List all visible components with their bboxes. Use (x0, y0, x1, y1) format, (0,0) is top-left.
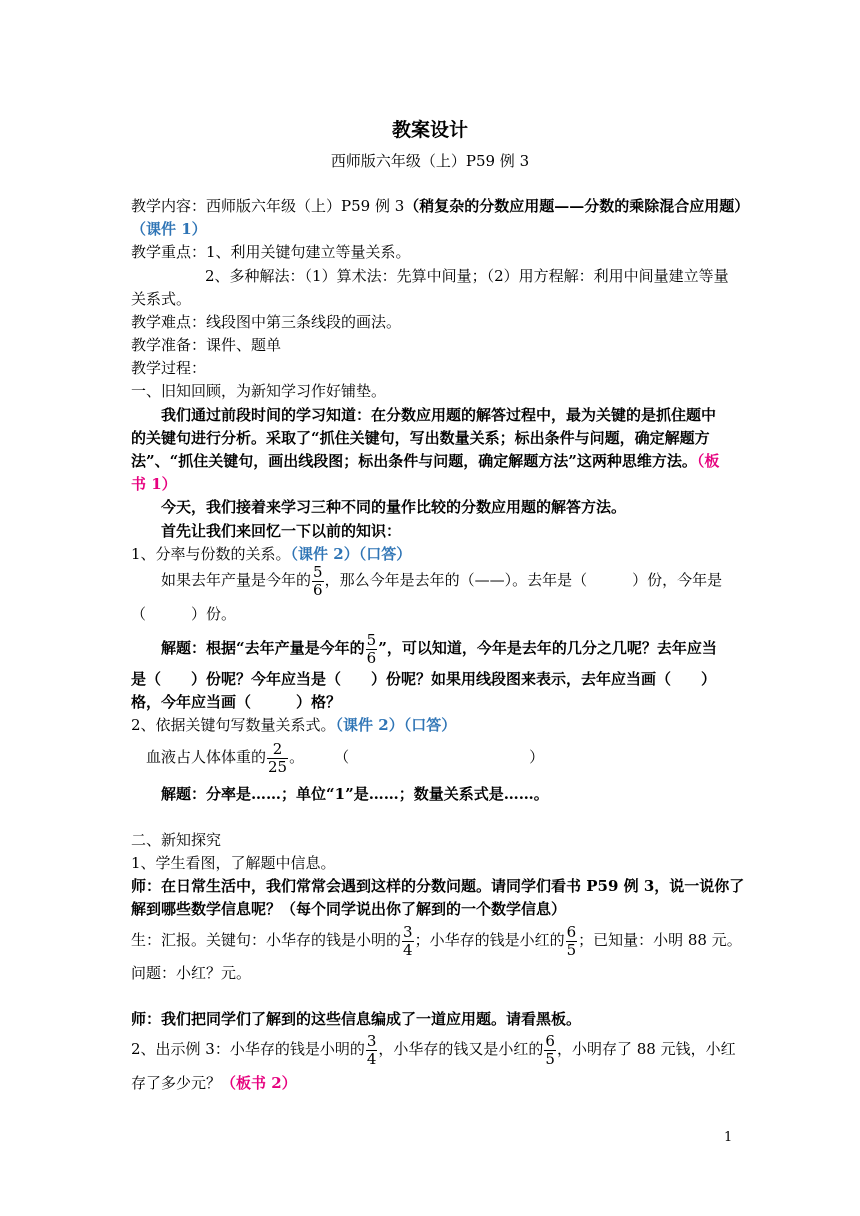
solution-2: 解题：分率是……；单位“1”是……；数量关系式是……。 (161, 785, 549, 803)
step-1: 1、学生看图，了解题中信息。 (131, 854, 336, 872)
section-1-heading: 一、旧知回顾，为新知学习作好铺垫。 (131, 382, 387, 400)
section-2-heading: 二、新知探究 (131, 831, 222, 849)
review-paragraph-line-1: 我们通过前段时间的学习知道：在分数应用题的解答过程中，最为关键的是抓住题中 (161, 406, 717, 424)
solution-1-line-1: 解题：根据“去年产量是今年的 $\frac{5}{6}$ ”，可以知道，今年是去年的几分之几呢？去年应当 (161, 630, 717, 667)
review-paragraph-line-3: 法”、“抓住关键句，画出线段图；标出条件与问题，确定解题方法”这两种思维方法。（板 (131, 452, 720, 470)
question-1-line-1: 如果去年产量是今年的 $\frac{5}{6}$ ，那么今年是去年的（——）。去年是（ ）份，今年是 (161, 562, 723, 599)
fraction-2-25: $\frac{2}{25}$ (268, 739, 288, 776)
courseware-note-1: （课件 1） (131, 220, 207, 238)
teacher-line-1: 师：在日常生活中，我们常常会遇到这样的分数问题。请同学们看书 P59 例 3，说一说你了 (131, 877, 745, 895)
fraction-5-6: $\frac{5}{6}$ (313, 562, 323, 599)
student-report-line-2: 问题：小红？元。 (131, 964, 252, 982)
board-note-1: 书 1） (131, 475, 177, 493)
fraction-5-6: $\frac{5}{6}$ (366, 630, 377, 667)
fraction-3-4: $\frac{3}{4}$ (403, 922, 413, 959)
item-2-heading: 2、依据关键句写数量关系式。（课件 2）（口答） (131, 716, 457, 734)
teaching-difficulty: 教学难点：线段图中第三条线段的画法。 (131, 313, 402, 331)
teacher-line-2: 解到哪些数学信息呢？（每个同学说出你了解到的一个数学信息） (131, 900, 567, 918)
review-paragraph-line-2: 的关键句进行分析。采取了“抓住关键句，写出数量关系；标出条件与问题，确定解题方 (131, 429, 710, 447)
question-1-line-2: （ ）份。 (131, 605, 237, 623)
teaching-content-line: 教学内容：西师版六年级（上）P59 例 3（稍复杂的分数应用题——分数的乘除混合应用题） (131, 197, 750, 215)
teaching-preparation: 教学准备：课件、题单 (131, 336, 282, 354)
teaching-process-heading: 教学过程： (131, 359, 207, 377)
example-3-line-1: 2、出示例 3：小华存的钱是小明的 $\frac{3}{4}$ ，小华存的钱又是小红的 $\frac{6}{5}$ ，小明存了 88 元钱，小红 (131, 1031, 736, 1068)
teaching-focus-2: 2、多种解法：（1）算术法：先算中间量；（2）用方程解：利用中间量建立等量 (205, 267, 729, 285)
recall-intro: 首先让我们来回忆一下以前的知识： (161, 522, 402, 540)
example-3-line-2: 存了多少元？（板书 2） (131, 1074, 297, 1092)
today-intro: 今天，我们接着来学习三种不同的量作比较的分数应用题的解答方法。 (161, 498, 627, 516)
solution-1-line-2: 是（ ）份呢？今年应当是（ ）份呢？如果用线段图来表示，去年应当画（ ） (131, 670, 717, 688)
question-2: 血液占人体体重的 $\frac{2}{25}$ 。 （ ） (146, 739, 545, 776)
item-1-heading: 1、分率与份数的关系。（课件 2）（口答） (131, 545, 412, 563)
page-number: 1 (724, 1130, 733, 1145)
teacher-line-3: 师：我们把同学们了解到的这些信息编成了一道应用题。请看黑板。 (131, 1010, 582, 1028)
document-title: 教案设计 (391, 119, 468, 141)
fraction-6-5: $\frac{6}{5}$ (566, 922, 577, 959)
fraction-6-5: $\frac{6}{5}$ (545, 1031, 555, 1068)
document-subtitle: 西师版六年级（上）P59 例 3 (330, 152, 530, 170)
teaching-focus-1: 教学重点：1、利用关键句建立等量关系。 (131, 243, 411, 261)
solution-1-line-3: 格，今年应当画（ ）格？ (131, 693, 342, 711)
student-report-line-1: 生：汇报。关键句：小华存的钱是小明的 $\frac{3}{4}$ ；小华存的钱是小红的 $\frac{6}{5}$ ；已知量：小明 88 元。 (131, 922, 742, 959)
fraction-3-4: $\frac{3}{4}$ (366, 1031, 377, 1068)
teaching-focus-2-cont: 关系式。 (131, 290, 192, 308)
